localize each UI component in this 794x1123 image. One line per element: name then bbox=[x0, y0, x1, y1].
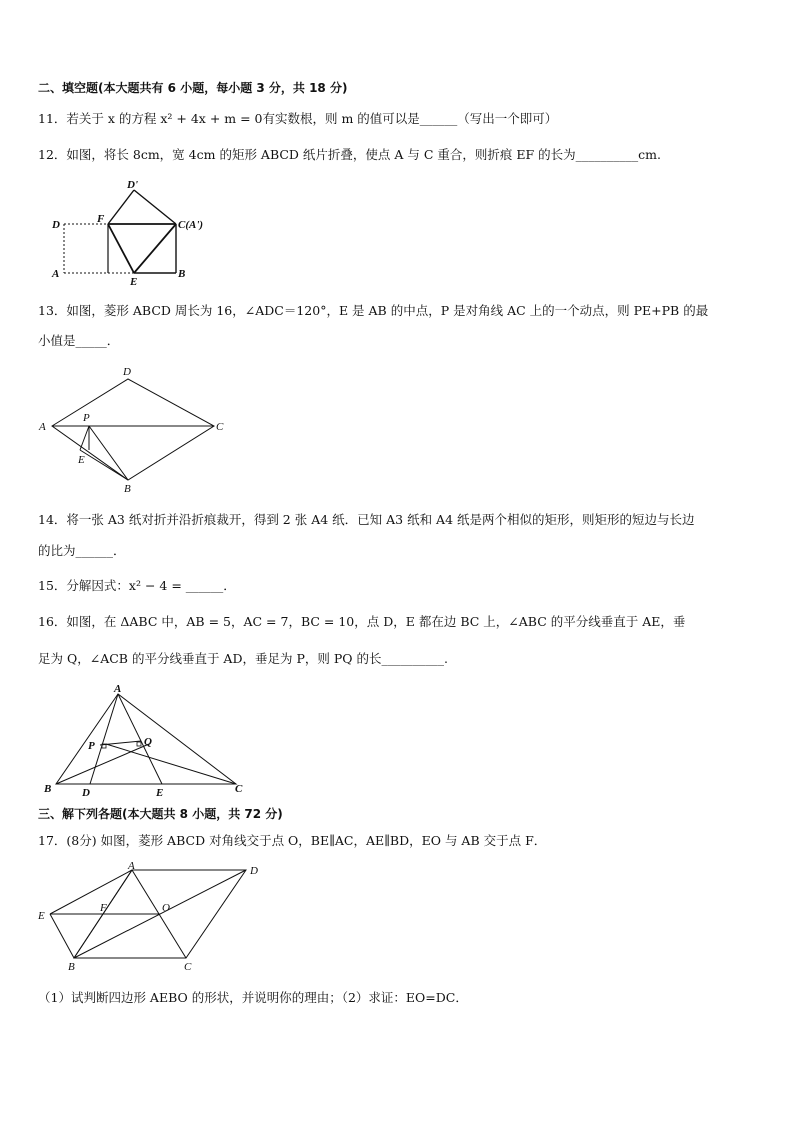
label-Q: Q bbox=[144, 736, 152, 748]
label-E: E bbox=[130, 276, 138, 286]
label-E: E bbox=[156, 787, 164, 799]
label-C: C bbox=[235, 783, 243, 795]
figure-q17-rhombus bbox=[32, 860, 272, 976]
label-D-prime: D' bbox=[127, 179, 138, 191]
label-F: F bbox=[97, 213, 105, 225]
question-11: 11．若关于 x 的方程 x² + 4x + m = 0有实数根，则 m 的值可以是______（写出一个即可） bbox=[38, 111, 558, 126]
label-P: P bbox=[83, 412, 90, 424]
figure-q12-folded-rectangle bbox=[40, 176, 210, 290]
question-17-parts: （1）试判断四边形 AEBO 的形状，并说明你的理由；（2）求证：EO=DC． bbox=[38, 990, 468, 1005]
question-16-line-1: 16．如图，在 ΔABC 中，AB = 5，AC = 7，BC = 10，点 D，E 都在边 BC 上，∠ABC 的平分线垂直于 AE，垂 bbox=[38, 614, 686, 629]
label-D: D bbox=[82, 787, 90, 799]
question-13-line-1: 13．如图，菱形 ABCD 周长为 16，∠ADC＝120°，E 是 AB 的中点，P 是对角线 AC 上的一个动点，则 PE+PB 的最 bbox=[38, 303, 709, 318]
label-D: D bbox=[52, 219, 60, 231]
label-O: O bbox=[162, 902, 170, 914]
label-C: C bbox=[216, 421, 224, 433]
question-14-line-1: 14．将一张 A3 纸对折并沿折痕裁开，得到 2 张 A4 纸．已知 A3 纸和 A4 纸是两个相似的矩形，则矩形的短边与长边 bbox=[38, 512, 695, 527]
label-C-A-prime: C(A') bbox=[178, 219, 204, 231]
question-16-line-2: 足为 Q，∠ACB 的平分线垂直于 AD，垂足为 P，则 PQ 的长__________. bbox=[38, 651, 448, 666]
section-heading-fill-in: 二、填空题(本大题共有 6 小题，每小题 3 分，共 18 分) bbox=[38, 81, 348, 95]
question-17: 17．(8分) 如图，菱形 ABCD 对角线交于点 O，BE∥AC，AE∥BD，EO 与 AB 交于点 F． bbox=[38, 833, 547, 848]
figure-q16-triangle bbox=[34, 682, 254, 804]
question-12: 12．如图，将长 8cm，宽 4cm 的矩形 ABCD 纸片折叠，使点 A 与 C 重合，则折痕 EF 的长为__________cm. bbox=[38, 147, 661, 162]
label-A: A bbox=[114, 683, 122, 695]
label-D: D bbox=[123, 366, 131, 378]
label-F: F bbox=[100, 902, 107, 914]
question-15: 15．分解因式：x² − 4 = ______． bbox=[38, 578, 236, 593]
label-E: E bbox=[78, 454, 85, 466]
label-A: A bbox=[39, 421, 46, 433]
label-B: B bbox=[178, 268, 186, 280]
section-heading-solve: 三、解下列各题(本大题共 8 小题，共 72 分) bbox=[38, 807, 283, 821]
label-B: B bbox=[124, 483, 131, 495]
label-E: E bbox=[38, 910, 45, 922]
label-P: P bbox=[88, 740, 95, 752]
label-B: B bbox=[68, 961, 75, 972]
label-A: A bbox=[128, 860, 135, 872]
label-A: A bbox=[52, 268, 60, 280]
label-B: B bbox=[44, 783, 52, 795]
label-D: D bbox=[250, 865, 258, 877]
figure-q13-rhombus bbox=[34, 362, 234, 502]
label-C: C bbox=[184, 961, 192, 972]
question-13-line-2: 小值是_____． bbox=[38, 333, 120, 348]
question-14-line-2: 的比为______． bbox=[38, 543, 126, 558]
